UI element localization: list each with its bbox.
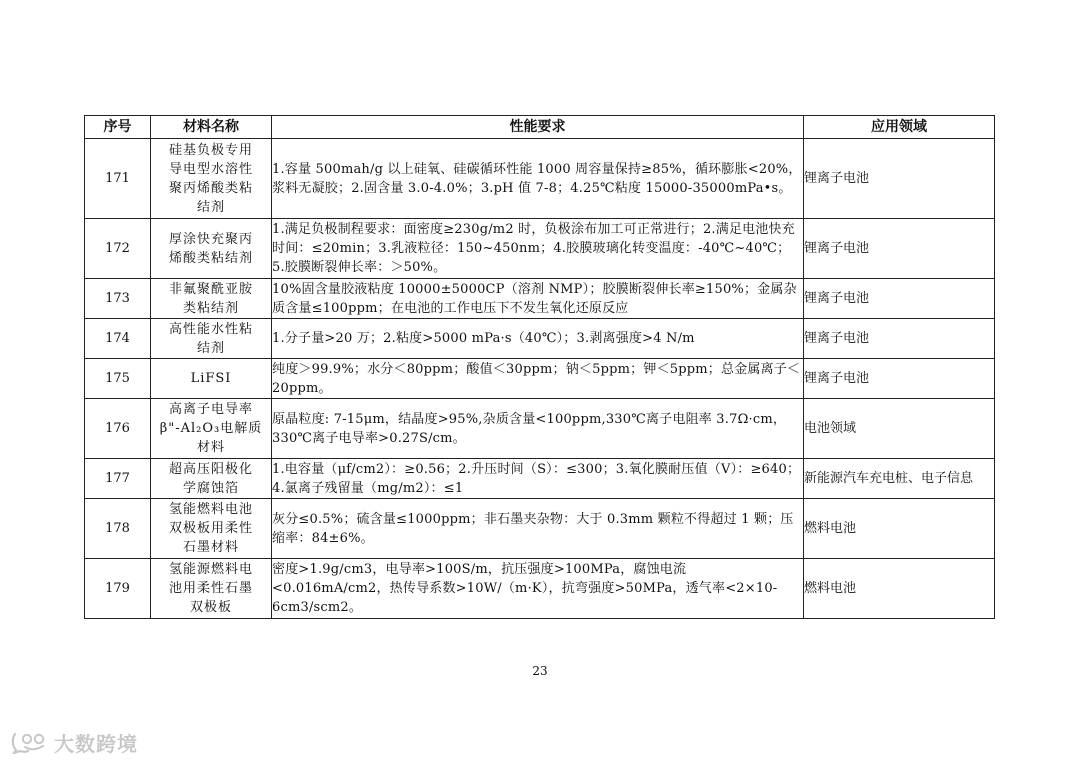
material-name-line: LiFSI	[190, 371, 232, 386]
cell-num: 173	[85, 279, 151, 319]
cell-material-name	[151, 279, 272, 319]
cell-num: 175	[85, 359, 151, 399]
cell-application: 电池领域	[804, 399, 995, 459]
cell-requirements: 灰分≤0.5%；硫含量≤1000ppm；非石墨夹杂物：大于 0.3mm 颗粒不得超过 1 颗；压缩率：84±6%。	[272, 499, 804, 559]
chat-bubble-logo-icon	[10, 730, 52, 754]
material-name-line: 学腐蚀箔	[182, 480, 239, 496]
material-name-line: 高离子电导率	[168, 402, 253, 417]
cell-requirements: 10%固含量胶液粘度 10000±5000CP（溶剂 NMP）；胶膜断裂伸长率≥150%；金属杂质含量≤100ppm；在电池的工作电压下不发生氧化还原反应	[272, 279, 804, 319]
table-body	[85, 139, 995, 619]
cell-material-name	[151, 319, 272, 359]
material-name-line: 聚丙烯酸类粘	[168, 180, 253, 196]
cell-requirements: 1.容量 500mah/g 以上硅氧、硅碳循环性能 1000 周容量保持≥85%，循环膨胀<20%，浆料无凝胶；2.固含量 3.0-4.0%；3.pH 值 7-8；4.25℃粘度 15000-35000mPa•s。	[272, 139, 804, 219]
cell-material-name	[151, 219, 272, 279]
material-name-line: 导电型水溶性	[168, 161, 253, 177]
header-num: 序号	[85, 116, 151, 139]
cell-material-name	[151, 459, 272, 499]
cell-material-name	[151, 399, 272, 459]
cell-material-name	[151, 139, 272, 219]
cell-num: 171	[85, 139, 151, 219]
table-row	[85, 499, 995, 559]
cell-application: 燃料电池	[804, 499, 995, 559]
cell-application: 锂离子电池	[804, 279, 995, 319]
material-name-line: 高性能水性粘	[168, 321, 253, 337]
cell-application: 锂离子电池	[804, 319, 995, 359]
cell-num: 172	[85, 219, 151, 279]
page-number: 23	[532, 664, 548, 678]
material-name-line: 氢能源燃料电	[168, 562, 253, 577]
material-name-line: 双极板	[189, 600, 232, 615]
table-header-row	[85, 116, 995, 139]
material-name-line: 厚涂快充聚丙	[168, 231, 253, 247]
header-application: 应用领域	[804, 116, 995, 139]
material-name-line: 类粘结剂	[182, 300, 239, 316]
cell-requirements: 1.满足负极制程要求：面密度≥230g/m2 时，负极涂布加工可正常进行；2.满足电池快充时间：≤20min；3.乳液粒径：150~450nm；4.胶膜玻璃化转变温度：-40℃~40℃；5.胶膜断裂伸长率：＞50%。	[272, 219, 804, 279]
cell-material-name	[151, 499, 272, 559]
header-requirements: 性能要求	[272, 116, 804, 139]
table-row	[85, 279, 995, 319]
material-name-line: 石墨材料	[182, 540, 239, 555]
material-name-line: 氢能燃料电池	[168, 502, 253, 517]
cell-requirements: 密度>1.9g/cm3，电导率>100S/m，抗压强度>100MPa，腐蚀电流<0.016mA/cm2，热传导系数>10W/（m·K），抗弯强度>50MPa，透气率<2×10-6cm3/scm2。	[272, 559, 804, 619]
cell-material-name	[151, 559, 272, 619]
material-name-line: 非氟聚酰亚胺	[168, 281, 253, 297]
table-row	[85, 219, 995, 279]
material-name-line: 双极板用柔性	[168, 521, 253, 536]
table-row	[85, 319, 995, 359]
material-name-line: 材料	[196, 440, 225, 455]
cell-requirements: 1.分子量>20 万；2.粘度>5000 mPa·s（40℃）；3.剥离强度>4 N/m	[272, 319, 804, 359]
cell-application: 锂离子电池	[804, 139, 995, 219]
cell-material-name	[151, 359, 272, 399]
table-row	[85, 559, 995, 619]
table-row	[85, 139, 995, 219]
material-name-line: 结剂	[196, 340, 225, 356]
cell-num: 177	[85, 459, 151, 499]
cell-requirements: 纯度＞99.9%；水分＜80ppm；酸值＜30ppm；钠＜5ppm；钾＜5ppm；总金属离子＜20ppm。	[272, 359, 804, 399]
watermark-text: 大数跨境	[54, 731, 138, 756]
cell-num: 174	[85, 319, 151, 359]
materials-table	[84, 115, 995, 619]
cell-num: 178	[85, 499, 151, 559]
header-name: 材料名称	[151, 116, 272, 139]
cell-num: 179	[85, 559, 151, 619]
table-row	[85, 359, 995, 399]
material-name-line: 超高压阳极化	[168, 461, 253, 477]
cell-requirements: 原晶粒度: 7-15μm，结晶度>95%,杂质含量<100ppm,330℃离子电阻率 3.7Ω·cm，330℃离子电导率>0.27S/cm。	[272, 399, 804, 459]
table-row	[85, 399, 995, 459]
cell-application: 锂离子电池	[804, 219, 995, 279]
material-name-line: β"-Al₂O₃电解质	[159, 421, 263, 436]
material-name-line: 烯酸类粘结剂	[168, 250, 253, 266]
material-name-line: 硅基负极专用	[168, 142, 253, 158]
cell-num: 176	[85, 399, 151, 459]
table-row	[85, 459, 995, 499]
watermark	[10, 729, 138, 755]
cell-requirements: 1.电容量（μf/cm2）：≥0.56；2.升压时间（S）：≤300；3.氧化膜耐压值（V）：≥640；4.氯离子残留量（mg/m2）：≤1	[272, 459, 804, 499]
material-name-line: 结剂	[196, 199, 225, 215]
cell-application: 锂离子电池	[804, 359, 995, 399]
cell-application: 新能源汽车充电桩、电子信息	[804, 459, 995, 499]
material-name-line: 池用柔性石墨	[168, 581, 253, 596]
cell-application: 燃料电池	[804, 559, 995, 619]
